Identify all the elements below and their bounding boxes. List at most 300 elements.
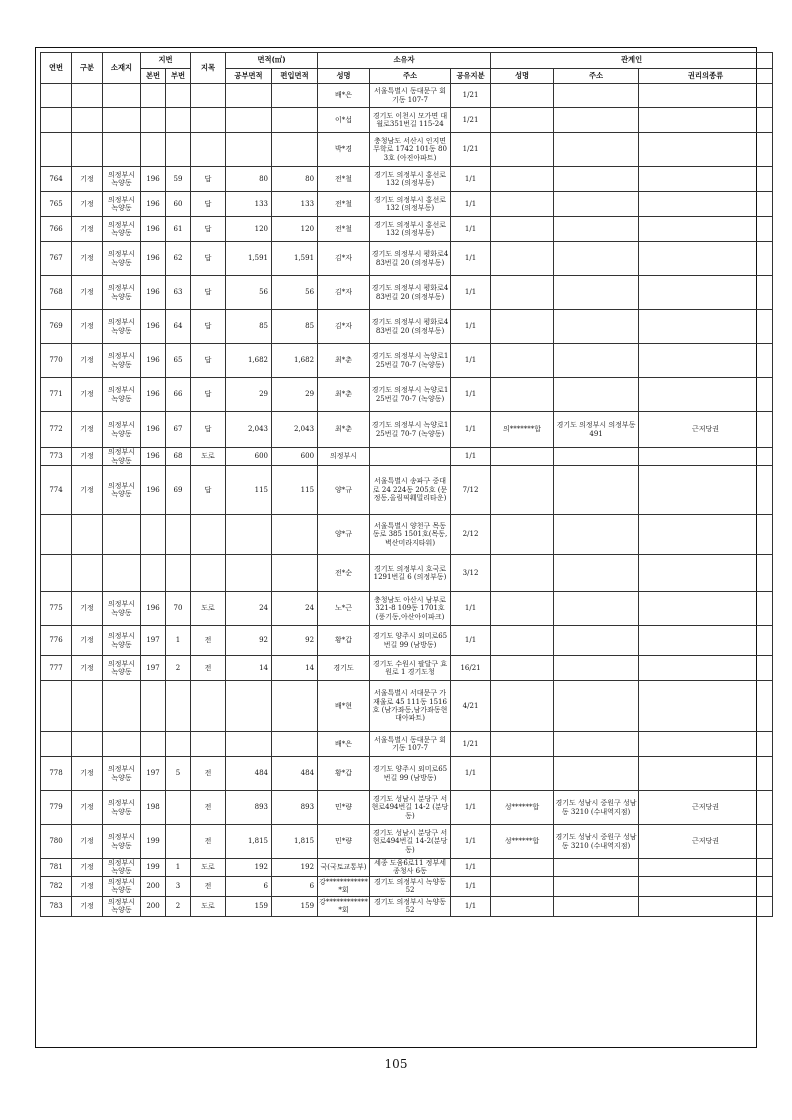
cell-official-area: 1,682 [226, 344, 272, 378]
cell-rights [639, 555, 773, 592]
cell-owner-name: 김*자 [318, 242, 370, 276]
cell-seq: 777 [41, 656, 72, 681]
cell-seq: 770 [41, 344, 72, 378]
cell-sub-no: 61 [166, 217, 191, 242]
cell-owner-name: 배*현 [318, 681, 370, 732]
header-share: 공유지분 [451, 69, 491, 84]
cell-party-name [491, 242, 554, 276]
cell-category: 도로 [191, 896, 226, 916]
cell-official-area: 56 [226, 276, 272, 310]
cell-type: 기정 [72, 412, 103, 448]
cell-main-no: 196 [141, 192, 166, 217]
cell-rights [639, 344, 773, 378]
cell-incl-area: 600 [272, 448, 318, 466]
table-row [41, 825, 773, 859]
cell-party-address [554, 108, 639, 133]
cell-rights [639, 876, 773, 896]
cell-seq: 774 [41, 466, 72, 515]
table-row [41, 626, 773, 656]
cell-owner-name: 최*춘 [318, 344, 370, 378]
cell-party-address [554, 626, 639, 656]
cell-party-name [491, 555, 554, 592]
cell-official-area: 159 [226, 896, 272, 916]
header-party-name: 성명 [491, 69, 554, 84]
cell-owner-name: 전*순 [318, 555, 370, 592]
table-row [41, 896, 773, 916]
table-row [41, 791, 773, 825]
cell-seq: 769 [41, 310, 72, 344]
cell-main-no [141, 133, 166, 167]
cell-owner-name: 국(국토교통부) [318, 859, 370, 877]
header-lot: 지번 [141, 53, 191, 69]
cell-seq: 783 [41, 896, 72, 916]
cell-owner-address: 경기도 의정부시 홍선로 132 (의정부동) [370, 192, 451, 217]
header-incl-area: 편입면적 [272, 69, 318, 84]
cell-party-address: 경기도 성남시 중원구 성남동 3210 (수내역지점) [554, 791, 639, 825]
page-number: 105 [384, 1057, 408, 1071]
table-row [41, 515, 773, 555]
cell-official-area: 92 [226, 626, 272, 656]
table-row [41, 133, 773, 167]
cell-main-no: 199 [141, 859, 166, 877]
cell-main-no: 196 [141, 592, 166, 626]
cell-seq: 765 [41, 192, 72, 217]
cell-seq: 766 [41, 217, 72, 242]
cell-owner-name: 경기도 [318, 656, 370, 681]
cell-official-area: 484 [226, 757, 272, 791]
cell-seq [41, 681, 72, 732]
cell-incl-area: 24 [272, 592, 318, 626]
cell-share: 1/21 [451, 108, 491, 133]
cell-owner-address: 충청남도 서산시 인지면 무학로 1742 101동 803호 (아진아파트) [370, 133, 451, 167]
cell-owner-address: 경기도 의정부시 호국로 1291번길 6 (의정부동) [370, 555, 451, 592]
cell-incl-area: 29 [272, 378, 318, 412]
cell-sub-no: 60 [166, 192, 191, 217]
cell-category: 전 [191, 791, 226, 825]
cell-owner-address [370, 448, 451, 466]
header-location: 소재지 [103, 53, 141, 84]
cell-party-name [491, 192, 554, 217]
cell-rights [639, 133, 773, 167]
cell-seq [41, 133, 72, 167]
table-row [41, 412, 773, 448]
cell-category [191, 133, 226, 167]
cell-owner-address: 서울특별시 동대문구 회기동 107-7 [370, 84, 451, 108]
cell-main-no: 196 [141, 167, 166, 192]
cell-location [103, 732, 141, 757]
cell-party-name [491, 344, 554, 378]
table-row [41, 732, 773, 757]
cell-seq: 764 [41, 167, 72, 192]
cell-party-address [554, 378, 639, 412]
cell-party-address [554, 217, 639, 242]
cell-location [103, 515, 141, 555]
cell-share: 1/1 [451, 192, 491, 217]
table-row [41, 378, 773, 412]
cell-share: 1/21 [451, 84, 491, 108]
cell-seq: 779 [41, 791, 72, 825]
cell-main-no: 198 [141, 791, 166, 825]
cell-share: 1/1 [451, 167, 491, 192]
cell-location [103, 555, 141, 592]
cell-seq [41, 108, 72, 133]
cell-official-area [226, 732, 272, 757]
table-row [41, 466, 773, 515]
cell-official-area [226, 108, 272, 133]
table-row [41, 242, 773, 276]
cell-sub-no [166, 515, 191, 555]
cell-sub-no: 68 [166, 448, 191, 466]
cell-party-name [491, 757, 554, 791]
cell-owner-address: 경기도 의정부시 홍선로 132 (의정부동) [370, 167, 451, 192]
cell-party-address: 경기도 성남시 중원구 성남동 3210 (수내역지점) [554, 825, 639, 859]
cell-party-address [554, 555, 639, 592]
table-row [41, 656, 773, 681]
cell-official-area: 80 [226, 167, 272, 192]
cell-type: 기정 [72, 378, 103, 412]
cell-location: 의정부시 녹양동 [103, 167, 141, 192]
cell-category [191, 555, 226, 592]
cell-incl-area: 14 [272, 656, 318, 681]
cell-type: 기정 [72, 791, 103, 825]
cell-type: 기정 [72, 859, 103, 877]
cell-party-name: 성******합 [491, 825, 554, 859]
cell-category: 답 [191, 412, 226, 448]
cell-sub-no: 59 [166, 167, 191, 192]
cell-owner-address: 경기도 의정부시 평화로483번길 20 (의정부동) [370, 242, 451, 276]
cell-share: 1/1 [451, 876, 491, 896]
cell-official-area [226, 133, 272, 167]
cell-owner-name: 전*철 [318, 192, 370, 217]
cell-owner-name: 민*량 [318, 791, 370, 825]
cell-seq: 771 [41, 378, 72, 412]
cell-share: 1/1 [451, 825, 491, 859]
cell-official-area [226, 555, 272, 592]
header-seq: 연번 [41, 53, 72, 84]
cell-official-area: 24 [226, 592, 272, 626]
cell-location: 의정부시 녹양동 [103, 310, 141, 344]
cell-category: 답 [191, 344, 226, 378]
cell-party-name [491, 656, 554, 681]
cell-incl-area [272, 555, 318, 592]
cell-party-address [554, 192, 639, 217]
cell-share: 1/1 [451, 592, 491, 626]
cell-location [103, 133, 141, 167]
cell-share: 16/21 [451, 656, 491, 681]
cell-type [72, 108, 103, 133]
cell-share: 1/21 [451, 732, 491, 757]
cell-official-area: 29 [226, 378, 272, 412]
cell-rights [639, 732, 773, 757]
cell-category: 답 [191, 242, 226, 276]
cell-rights [639, 276, 773, 310]
cell-rights [639, 681, 773, 732]
cell-owner-address: 경기도 성남시 분당구 서현로494번길 14-2 (분당동) [370, 791, 451, 825]
cell-category: 도로 [191, 592, 226, 626]
cell-party-address [554, 757, 639, 791]
cell-official-area: 600 [226, 448, 272, 466]
cell-party-address [554, 896, 639, 916]
cell-owner-address: 세종 도움6로11 정부세종청사 6동 [370, 859, 451, 877]
cell-party-name [491, 592, 554, 626]
cell-incl-area: 192 [272, 859, 318, 877]
cell-incl-area: 92 [272, 626, 318, 656]
cell-location: 의정부시 녹양동 [103, 217, 141, 242]
cell-category: 답 [191, 466, 226, 515]
cell-owner-name: 최*춘 [318, 378, 370, 412]
cell-party-name [491, 859, 554, 877]
cell-seq: 781 [41, 859, 72, 877]
cell-official-area: 1,591 [226, 242, 272, 276]
cell-owner-address: 서울특별시 동대문구 회기동 107-7 [370, 732, 451, 757]
cell-type: 기정 [72, 757, 103, 791]
cell-sub-no [166, 84, 191, 108]
cell-official-area: 2,043 [226, 412, 272, 448]
table-row [41, 448, 773, 466]
cell-sub-no [166, 108, 191, 133]
cell-main-no: 196 [141, 310, 166, 344]
cell-location: 의정부시 녹양동 [103, 876, 141, 896]
cell-location [103, 84, 141, 108]
cell-owner-name: 배*은 [318, 732, 370, 757]
header-party: 관계인 [491, 53, 773, 69]
cell-incl-area: 120 [272, 217, 318, 242]
cell-main-no: 196 [141, 466, 166, 515]
cell-owner-address: 경기도 의정부시 홍선로 132 (의정부동) [370, 217, 451, 242]
cell-type [72, 515, 103, 555]
cell-party-address [554, 656, 639, 681]
cell-sub-no: 70 [166, 592, 191, 626]
cell-share: 1/1 [451, 448, 491, 466]
table-row [41, 310, 773, 344]
cell-owner-name: 황*갑 [318, 626, 370, 656]
cell-incl-area [272, 515, 318, 555]
cell-party-address [554, 876, 639, 896]
header-owner: 소유자 [318, 53, 491, 69]
cell-sub-no: 67 [166, 412, 191, 448]
cell-category: 전 [191, 626, 226, 656]
cell-owner-name: 전*철 [318, 167, 370, 192]
cell-main-no: 196 [141, 344, 166, 378]
cell-seq [41, 732, 72, 757]
cell-share: 7/12 [451, 466, 491, 515]
cell-seq: 780 [41, 825, 72, 859]
cell-seq [41, 84, 72, 108]
cell-share: 4/21 [451, 681, 491, 732]
cell-main-no: 196 [141, 276, 166, 310]
cell-party-address [554, 167, 639, 192]
cell-seq: 768 [41, 276, 72, 310]
cell-type: 기정 [72, 626, 103, 656]
cell-location: 의정부시 녹양동 [103, 592, 141, 626]
cell-party-name [491, 378, 554, 412]
cell-share: 3/12 [451, 555, 491, 592]
cell-owner-name: 이*섭 [318, 108, 370, 133]
cell-official-area: 14 [226, 656, 272, 681]
cell-party-address [554, 310, 639, 344]
cell-share: 1/1 [451, 626, 491, 656]
cell-owner-address: 경기도 의정부시 녹양로125번길 70-7 (녹양동) [370, 412, 451, 448]
cell-owner-name: 강*************회 [319, 897, 368, 915]
cell-incl-area: 80 [272, 167, 318, 192]
cell-type: 기정 [72, 167, 103, 192]
cell-location: 의정부시 녹양동 [103, 412, 141, 448]
cell-party-address [554, 84, 639, 108]
cell-rights [639, 626, 773, 656]
cell-official-area [226, 515, 272, 555]
cell-location: 의정부시 녹양동 [103, 192, 141, 217]
cell-party-name [491, 167, 554, 192]
cell-owner-address: 경기도 의정부시 녹양동 52 [370, 896, 451, 916]
cell-main-no: 199 [141, 825, 166, 859]
table-row [41, 192, 773, 217]
cell-type [72, 133, 103, 167]
cell-location: 의정부시 녹양동 [103, 242, 141, 276]
cell-sub-no: 66 [166, 378, 191, 412]
cell-main-no: 196 [141, 448, 166, 466]
cell-main-no [141, 108, 166, 133]
cell-location: 의정부시 녹양동 [103, 466, 141, 515]
cell-sub-no: 62 [166, 242, 191, 276]
cell-rights [639, 310, 773, 344]
cell-incl-area [272, 108, 318, 133]
table-row [41, 681, 773, 732]
table-row [41, 555, 773, 592]
cell-owner-address: 경기도 수원시 팔달구 효원로 1 경기도청 [370, 656, 451, 681]
table-row [41, 344, 773, 378]
header-category: 지목 [191, 53, 226, 84]
cell-rights [639, 84, 773, 108]
cell-seq: 775 [41, 592, 72, 626]
cell-category: 전 [191, 825, 226, 859]
cell-main-no: 200 [141, 876, 166, 896]
header-area: 면적(㎡) [226, 53, 318, 69]
cell-rights [639, 896, 773, 916]
cell-incl-area [272, 732, 318, 757]
cell-owner-address: 서울특별시 서대문구 가재울로 45 111동 1516호 (남가좌동,남가좌동현대아파트) [370, 681, 451, 732]
cell-official-area: 893 [226, 791, 272, 825]
cell-seq [41, 515, 72, 555]
cell-seq [41, 555, 72, 592]
cell-incl-area: 1,682 [272, 344, 318, 378]
cell-category: 답 [191, 217, 226, 242]
cell-official-area: 192 [226, 859, 272, 877]
cell-type: 기정 [72, 592, 103, 626]
cell-owner-address: 경기도 양주시 외미로65번길 99 (남방동) [370, 626, 451, 656]
cell-party-name [491, 466, 554, 515]
cell-share: 1/1 [451, 859, 491, 877]
header-party-address: 주소 [554, 69, 639, 84]
table-row [41, 108, 773, 133]
cell-sub-no: 5 [166, 757, 191, 791]
cell-seq: 778 [41, 757, 72, 791]
cell-sub-no: 3 [166, 876, 191, 896]
cell-category: 전 [191, 757, 226, 791]
cell-owner-name: 양*규 [318, 515, 370, 555]
table-body [41, 84, 773, 917]
cell-share: 1/1 [451, 217, 491, 242]
cell-official-area [226, 681, 272, 732]
cell-official-area: 6 [226, 876, 272, 896]
cell-share: 1/1 [451, 896, 491, 916]
cell-official-area: 120 [226, 217, 272, 242]
cell-rights [639, 167, 773, 192]
cell-main-no: 197 [141, 626, 166, 656]
cell-sub-no [166, 133, 191, 167]
cell-party-name [491, 310, 554, 344]
cell-category [191, 515, 226, 555]
cell-rights: 근저당권 [639, 825, 773, 859]
cell-main-no [141, 515, 166, 555]
header-owner-name: 성명 [318, 69, 370, 84]
cell-rights [639, 378, 773, 412]
cell-category: 전 [191, 876, 226, 896]
cell-main-no: 197 [141, 656, 166, 681]
cell-location: 의정부시 녹양동 [103, 344, 141, 378]
header-type: 구분 [72, 53, 103, 84]
cell-party-name [491, 626, 554, 656]
cell-owner-address: 서울특별시 송파구 중대로 24 224동 205호 (문정동,올림픽훼밀리타운) [370, 466, 451, 515]
cell-main-no [141, 84, 166, 108]
cell-category: 답 [191, 378, 226, 412]
cell-main-no: 196 [141, 242, 166, 276]
cell-rights [639, 592, 773, 626]
cell-owner-address: 경기도 양주시 외미로65번길 99 (남방동) [370, 757, 451, 791]
cell-main-no: 196 [141, 217, 166, 242]
header-rights: 권리의종류 [639, 69, 773, 84]
cell-owner-name: 양*규 [318, 466, 370, 515]
table-row [41, 217, 773, 242]
cell-owner-address: 충청남도 아산시 남부로 321-8 109동 1701호 (풍기동,아산아이파크) [370, 592, 451, 626]
cell-type [72, 732, 103, 757]
cell-share: 1/1 [451, 412, 491, 448]
cell-main-no [141, 732, 166, 757]
cell-type: 기정 [72, 310, 103, 344]
cell-category [191, 681, 226, 732]
cell-owner-name: 전*철 [318, 217, 370, 242]
cell-share: 2/12 [451, 515, 491, 555]
cell-party-address: 경기도 의정부시 의정부동 491 [554, 412, 639, 448]
cell-type: 기정 [72, 825, 103, 859]
cell-owner-address: 서울특별시 양천구 목동동로 385 1501호(목동,벽산미라지타워) [370, 515, 451, 555]
cell-party-name: 의*******합 [491, 412, 554, 448]
cell-category [191, 84, 226, 108]
cell-owner-address: 경기도 의정부시 녹양로125번길 70-7 (녹양동) [370, 344, 451, 378]
cell-rights: 근저당권 [639, 412, 773, 448]
table-row [41, 276, 773, 310]
cell-type: 기정 [72, 448, 103, 466]
cell-location [103, 108, 141, 133]
cell-party-name [491, 515, 554, 555]
cell-owner-name: 민*량 [318, 825, 370, 859]
cell-seq: 772 [41, 412, 72, 448]
cell-owner-address: 경기도 의정부시 평화로483번길 20 (의정부동) [370, 310, 451, 344]
header-official-area: 공부면적 [226, 69, 272, 84]
cell-sub-no: 2 [166, 656, 191, 681]
cell-incl-area [272, 681, 318, 732]
cell-owner-address: 경기도 의정부시 녹양동 52 [370, 876, 451, 896]
cell-rights [639, 466, 773, 515]
cell-party-address [554, 681, 639, 732]
cell-incl-area: 159 [272, 896, 318, 916]
cell-location: 의정부시 녹양동 [103, 378, 141, 412]
cell-category: 도로 [191, 448, 226, 466]
cell-type [72, 555, 103, 592]
cell-category: 답 [191, 192, 226, 217]
cell-location: 의정부시 녹양동 [103, 859, 141, 877]
cell-official-area: 85 [226, 310, 272, 344]
cell-sub-no: 64 [166, 310, 191, 344]
